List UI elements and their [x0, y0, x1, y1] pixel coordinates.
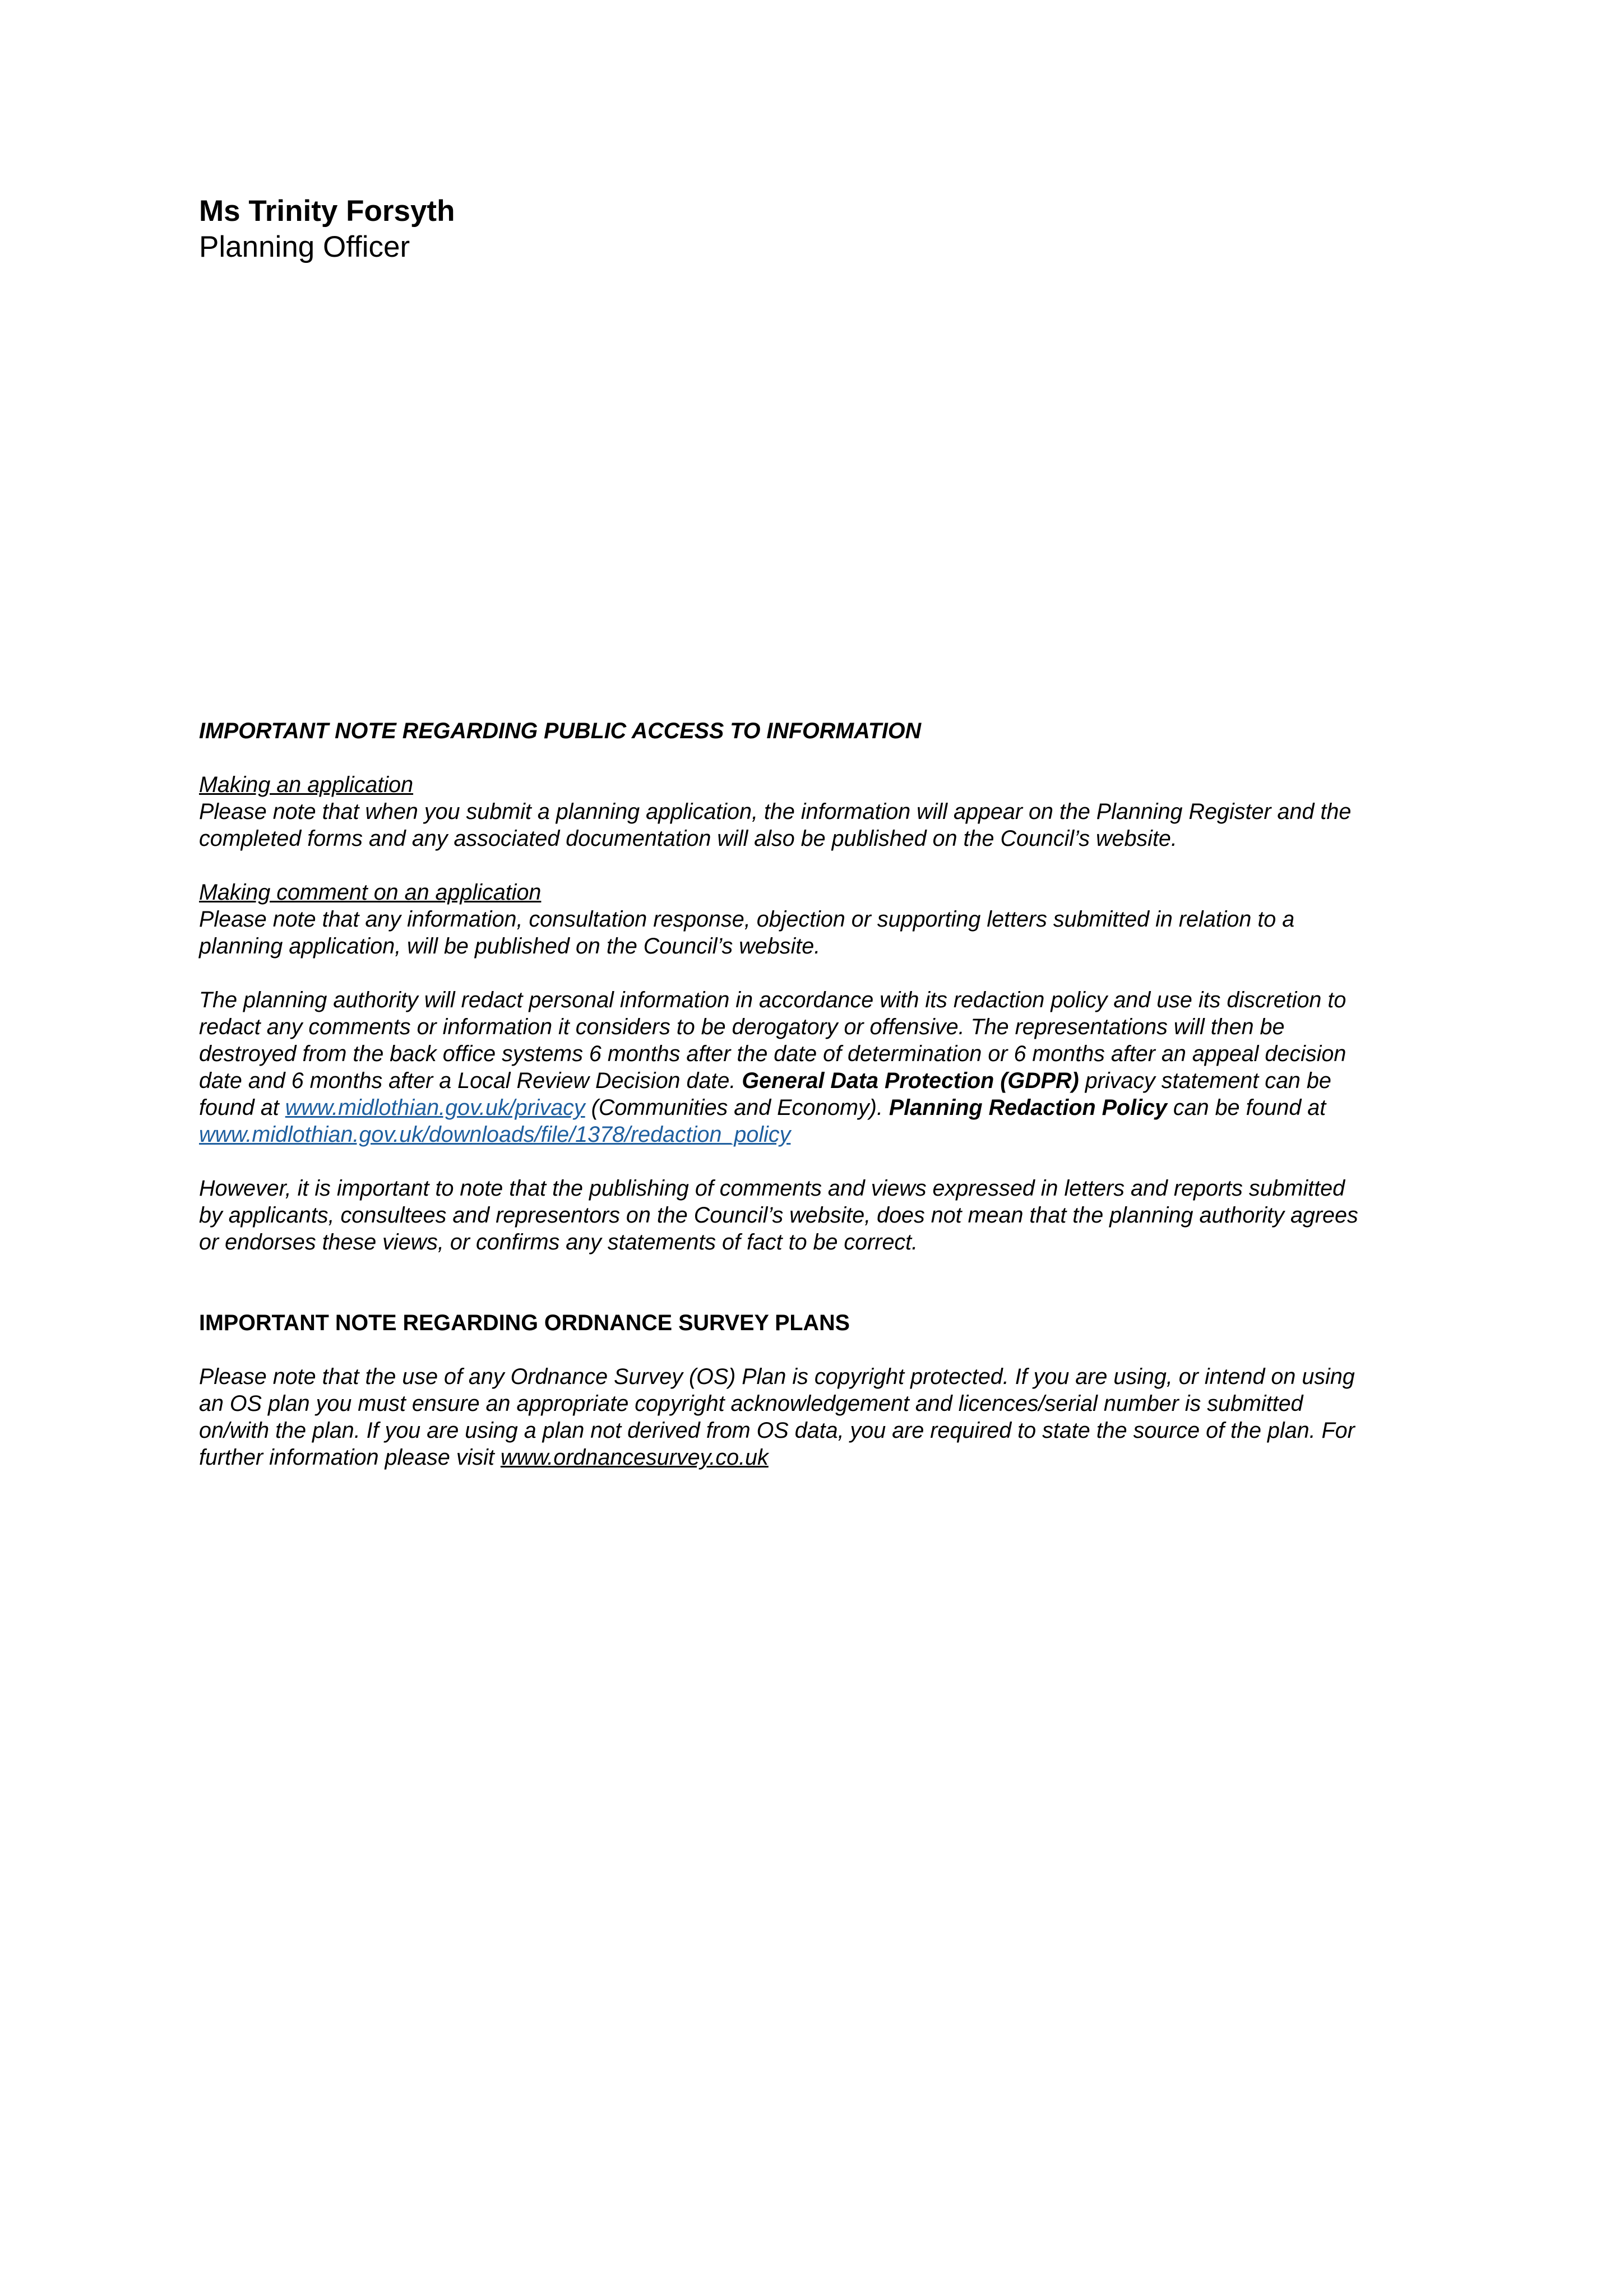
ordnance-survey-line-text: further information please visit	[199, 1445, 501, 1470]
redaction-line-text: (Communities and Economy).	[585, 1095, 889, 1120]
redaction-line: The planning authority will redact personal information in accordance with its redaction policy and use its discretion to	[199, 988, 1347, 1012]
making-comment-line: planning application, will be published on the Council’s website.	[199, 934, 821, 959]
redaction-line-text: date and 6 months after a Local Review Decision date.	[199, 1068, 742, 1093]
redaction-policy-link[interactable]: www.midlothian.gov.uk/downloads/file/1378/redaction_policy	[199, 1122, 791, 1147]
however-line: by applicants, consultees and representors on the Council’s website, does not mean that the planning authority agrees	[199, 1203, 1358, 1228]
ordnance-survey-line: Please note that the use of any Ordnance Survey (OS) Plan is copyright protected. If you are using, or intend on using	[199, 1364, 1355, 1389]
making-application-line: Please note that when you submit a planning application, the information will appear on the Planning Register and the	[199, 799, 1352, 824]
however-line: However, it is important to note that the publishing of comments and views expressed in letters and reports submitted	[199, 1176, 1345, 1201]
officer-name: Ms Trinity Forsyth	[199, 195, 455, 228]
redaction-line: destroyed from the back office systems 6 months after the date of determination or 6 months after an appeal decision	[199, 1041, 1347, 1066]
redaction-line	[199, 1094, 1455, 1121]
policy-bold-text: Planning Redaction Policy	[889, 1095, 1167, 1120]
making-comment-subheading: Making comment on an application	[199, 880, 542, 905]
ordnance-survey-line: on/with the plan. If you are using a plan not derived from OS data, you are required to state the source of the plan. For	[199, 1418, 1355, 1443]
ordnance-survey-line: an OS plan you must ensure an appropriate copyright acknowledgement and licences/serial number is submitted	[199, 1391, 1303, 1416]
redaction-line-text: found at	[199, 1095, 285, 1120]
making-application-line: completed forms and any associated documentation will also be published on the Council’s website.	[199, 826, 1177, 851]
redaction-line-text: can be found at	[1167, 1095, 1326, 1120]
ordnance-survey-line	[199, 1444, 1455, 1471]
gdpr-bold-text: General Data Protection (GDPR)	[742, 1068, 1079, 1093]
making-comment-line: Please note that any information, consultation response, objection or supporting letters submitted in relation to a	[199, 907, 1295, 932]
officer-title: Planning Officer	[199, 230, 410, 263]
redaction-line	[199, 1067, 1455, 1094]
ordnance-survey-link[interactable]: www.ordnancesurvey.co.uk	[500, 1445, 769, 1470]
ordnance-survey-heading: IMPORTANT NOTE REGARDING ORDNANCE SURVEY PLANS	[199, 1311, 850, 1335]
signature-block	[199, 193, 455, 265]
privacy-link[interactable]: www.midlothian.gov.uk/privacy	[285, 1095, 585, 1120]
however-line: or endorses these views, or confirms any statements of fact to be correct.	[199, 1230, 918, 1255]
public-access-heading: IMPORTANT NOTE REGARDING PUBLIC ACCESS TO INFORMATION	[199, 719, 922, 743]
redaction-line	[199, 1121, 1455, 1148]
redaction-line: redact any comments or information it considers to be derogatory or offensive. The representations will then be	[199, 1015, 1285, 1039]
making-application-subheading: Making an application	[199, 772, 414, 797]
notes-section	[199, 718, 1455, 1471]
redaction-line-text: privacy statement can be	[1079, 1068, 1331, 1093]
